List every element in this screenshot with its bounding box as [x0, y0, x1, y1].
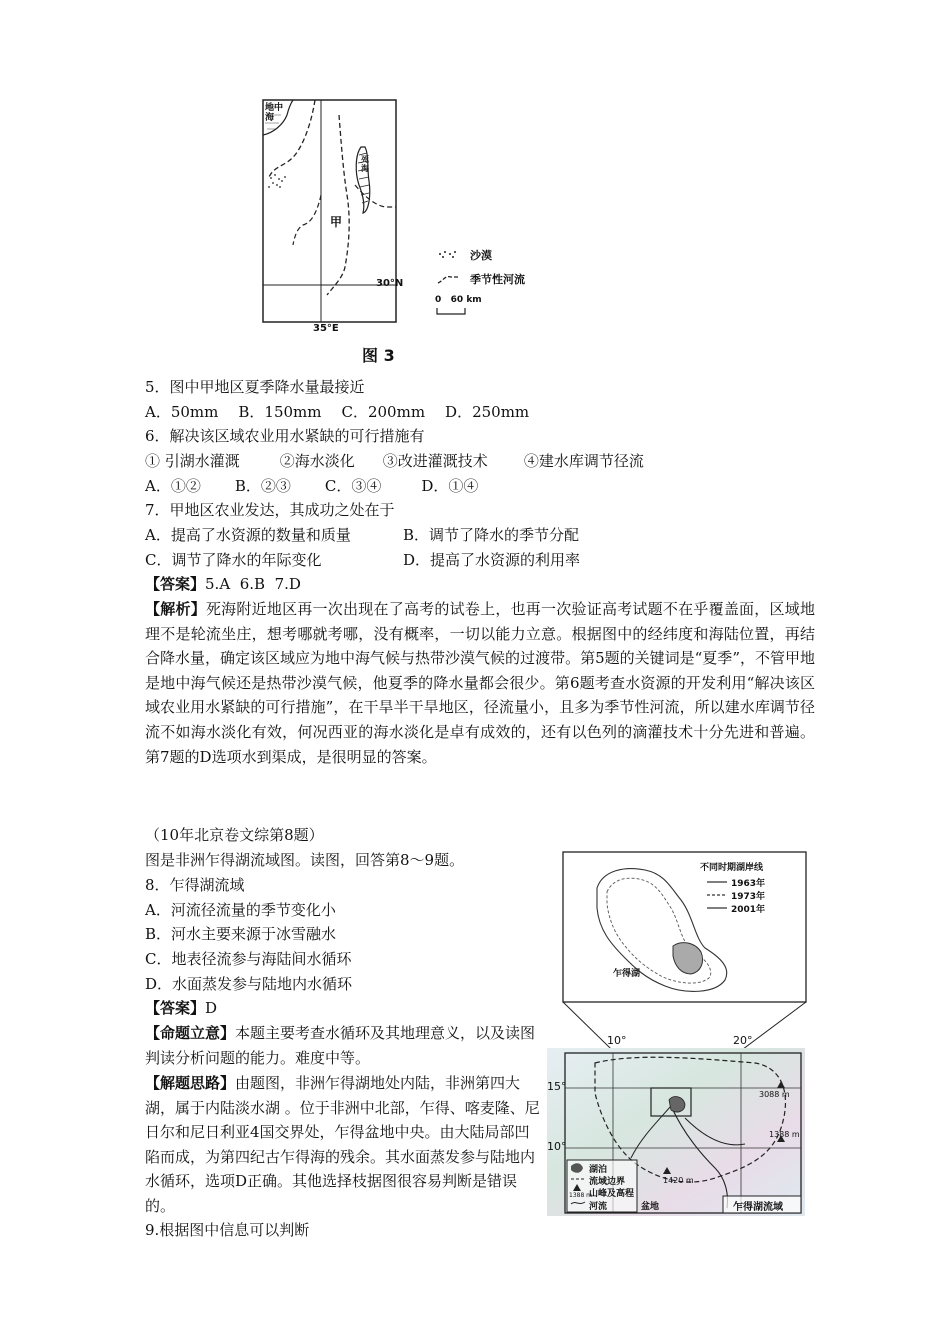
q8-option-d: D．水面蒸发参与陆地内水循环 [145, 975, 353, 993]
q6-measure-1: ① 引湖水灌溉 [145, 452, 240, 470]
answer-2 [145, 998, 217, 1018]
inset-title: 不同时期湖岸线 [700, 863, 764, 873]
q8-option-a: A．河流径流量的季节变化小 [145, 901, 336, 919]
lat-10-label: 10° [547, 1140, 567, 1153]
figure-3-caption: 图 3 [362, 346, 395, 365]
figure-3-map [255, 95, 555, 365]
q8-stem: 8．乍得湖流域 [145, 876, 245, 894]
q9-stem: 9.根据图中信息可以判断 [145, 1221, 310, 1239]
answer-1-text: 5.A 6.B 7.D [205, 575, 301, 593]
jia-label: 甲 [330, 215, 343, 229]
legend-river-label: 季节性河流 [470, 273, 525, 286]
elev-1388-label: 1388 m [769, 1130, 800, 1139]
lat-15-label: 15° [547, 1080, 567, 1093]
inset-year-2001: 2001年 [731, 905, 766, 915]
legend-elev-label: 1388 m [569, 1192, 593, 1199]
q5-stem: 5．图中甲地区夏季降水量最接近 [145, 378, 365, 396]
q5-option-b: B．150mm [238, 403, 322, 421]
legend-lake-label: 湖泊 [589, 1165, 608, 1175]
q5-option-a: A．50mm [145, 403, 219, 421]
q6-option-a: A．①② [145, 477, 201, 495]
answer-2-text: D [205, 999, 218, 1017]
q5-options [145, 402, 529, 422]
q7-option-d: D．提高了水资源的利用率 [403, 551, 581, 569]
analysis-1-text: 死海附近地区再一次出现在了高考的试卷上，也再一次验证高考试题不在乎覆盖面，区域地理不是轮流坐庄，想考哪就考哪，没有概率，一切以能力立意。根据图中的经纬度和海陆位置，再结合降水量，确定该区域应为地中海气候与热带沙漠气候的过渡带。第5题的关键词是“夏季”，不管甲地是地中海气候还是热带沙漠气候，他夏季的降水量都会很少。第6题考查水资源的开发利用“解决该区域农业用水紧缺的可行措施”，在干旱半干旱地区，径流量小，且多为季节性河流，所以建水库调节径流不如海水淡化有效，何况西亚的海水淡化是卓有成效的，还有以色列的滴灌技术十分先进和普遍。第7题的D选项水到渠成，是很明显的答案。 [145, 600, 815, 766]
latitude-label: 30°N [376, 278, 404, 289]
elev-3088-label: 3088 m [759, 1090, 790, 1099]
q6-options [145, 476, 478, 496]
idea-text: 由题图，非洲乍得湖地处内陆，非洲第四大湖，属于内陆淡水湖 。位于非洲中北部，乍得、喀麦隆、尼日尔和尼日利亚4国交界处，乍得盆地中央。由大陆局部凹陷而成，为第四纪古乍得海的残余。其水面蒸发参与陆地内水循环，选项D正确。其他选择枝据图很容易判断是错误的。 [145, 1074, 540, 1215]
q7-option-c: C．调节了降水的年际变化 [145, 551, 322, 569]
q8-option-c: C．地表径流参与海陆间水循环 [145, 950, 352, 968]
answer-1-label: 【答案】 [145, 575, 206, 593]
q7-option-b: B．调节了降水的季节分配 [403, 526, 580, 544]
q6-option-b: B．②③ [234, 477, 291, 495]
q7-stem: 7．甲地区农业发达，其成功之处在于 [145, 501, 395, 519]
intent-paragraph [145, 1021, 540, 1070]
q8-option-b: B．河水主要来源于冰雪融水 [145, 925, 337, 943]
lon-20-label: 20° [733, 1034, 753, 1047]
legend-river-label: 河流 [589, 1202, 608, 1212]
elev-1420-label: 1420 m [663, 1176, 694, 1185]
source-line: （10年北京卷文综第8题） [145, 826, 324, 844]
answer-2-label: 【答案】 [145, 999, 206, 1017]
q5-option-d: D．250mm [445, 403, 530, 421]
q6-stem: 6．解决该区域农业用水紧缺的可行措施有 [145, 427, 425, 445]
legend-peak-label: 山峰及高程 [589, 1189, 635, 1199]
intro-line: 图是非洲乍得湖流域图。读图，回答第8～9题。 [145, 851, 465, 869]
scale-label: 0 60 km [435, 295, 482, 305]
answer-1 [145, 574, 301, 594]
chad-map-figure [545, 848, 811, 1220]
sea-label: 地中海 [265, 103, 284, 123]
chad-lake-label: 乍得湖 [613, 969, 641, 979]
analysis-1 [145, 597, 815, 769]
inset-year-1963: 1963年 [731, 879, 766, 889]
q6-option-d: D．①④ [421, 477, 479, 495]
q6-option-c: C．③④ [324, 477, 382, 495]
inset-year-1973: 1973年 [731, 892, 766, 902]
lon-10-label: 10° [607, 1034, 627, 1047]
idea-paragraph [145, 1071, 540, 1219]
figure-3 [255, 95, 555, 365]
idea-label: 【解题思路】 [145, 1074, 236, 1092]
intent-text: 本题主要考查水循环及其地理意义，以及读图判读分析问题的能力。难度中等。 [145, 1024, 536, 1067]
chad-map-title: 乍得湖流域 [733, 1202, 783, 1213]
legend-boundary-label: 流域边界 [589, 1177, 626, 1187]
intent-label: 【命题立意】 [145, 1024, 236, 1042]
q5-option-c: C．200mm [341, 403, 426, 421]
q6-measure-2: ②海水淡化 [279, 452, 355, 470]
longitude-label: 35°E [313, 323, 339, 334]
chad-map-graphic [545, 848, 811, 1220]
legend-desert-label: 沙漠 [470, 249, 492, 262]
q6-measures [145, 451, 644, 471]
q6-measure-4: ④建水库调节径流 [523, 452, 644, 470]
q6-measure-3: ③改进灌溉技术 [382, 452, 488, 470]
legend-basin-label: 盆地 [641, 1202, 660, 1212]
q7-option-a: A．提高了水资源的数量和质量 [145, 526, 351, 544]
dead-sea-label: 死海 [361, 155, 369, 173]
analysis-1-label: 【解析】 [145, 600, 206, 618]
